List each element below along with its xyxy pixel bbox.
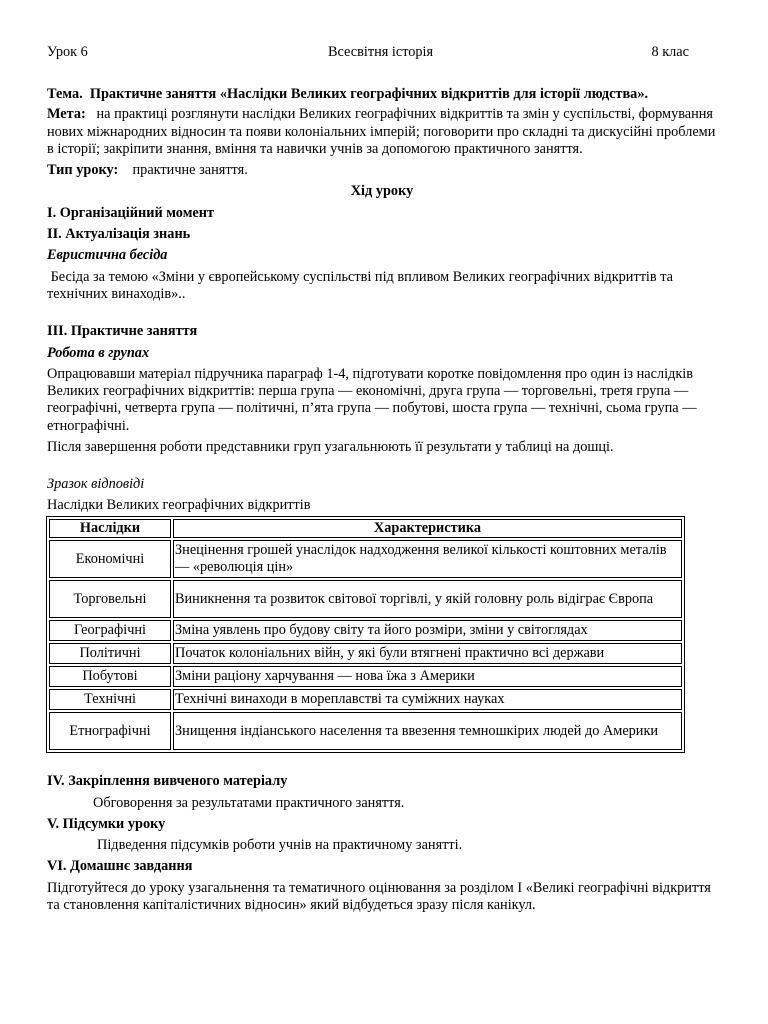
section-3-title: III. Практичне заняття: [47, 323, 198, 340]
section-2-subtitle: Евристична бесіда: [47, 247, 168, 264]
table-cell-consequence: Географічні: [49, 620, 171, 641]
table-cell-consequence: Політичні: [49, 643, 171, 664]
section-3-text-1: Опрацювавши матеріал підручника параграф 1-4, підготувати коротке повідомлення про один із наслідків Великих географічних відкриттів: перша група — економічні, друга група — торговельні, третя група — географічні, четверта група — політичні, п’ята група — побутові, шоста група — технічні, сьома група — етнографічні.: [47, 365, 697, 434]
table-cell-characteristic: Технічні винаходи в мореплавстві та суміжних науках: [173, 689, 682, 710]
table-cell-consequence: Етнографічні: [49, 712, 171, 750]
table-header-characteristic: Характеристика: [173, 519, 682, 538]
header-grade: 8 клас: [651, 44, 689, 60]
section-2-title: II. Актуалізація знань: [47, 226, 191, 243]
section-2-text-content: Бесіда за темою «Зміни у європейському суспільстві під впливом Великих географічних відкриттів та технічних винаходів»..: [47, 268, 674, 302]
section-6-title: VI. Домашнє завдання: [47, 858, 193, 875]
table-header-row: [49, 519, 682, 538]
table-row: [49, 689, 682, 710]
table-row: [49, 580, 682, 618]
section-6-text: Підготуйтеся до уроку узагальнення та тематичного оцінювання за розділом І «Великі географічні відкриття та становлення капіталістичних відносин» який відбудеться зразу після канікул.: [47, 879, 711, 914]
consequences-table: [46, 516, 685, 753]
course-title: Хід уроку: [350, 183, 414, 200]
document-body: [47, 86, 717, 914]
goal-text: на практиці розглянути наслідки Великих географічних відкриттів та змін у суспільстві, формування нових міжнародних відносин та появи колоніальних імперій; поговорити про складні та дискусійні проблеми в історії; закріпити знання, вміння та навички учнів за допомогою практичного заняття.: [47, 106, 716, 157]
page-header: [47, 44, 689, 62]
table-row: [49, 620, 682, 641]
table-cell-characteristic: Зміна уявлень про будову світу та його розміри, зміни у світоглядах: [173, 620, 682, 641]
section-5-title: V. Підсумки уроку: [47, 815, 166, 832]
lesson-type-label: Тип уроку:: [47, 162, 119, 179]
table-row: [49, 643, 682, 664]
table-cell-characteristic: Знецінення грошей унаслідок надходження великої кількості коштовних металів — «революція цін»: [173, 540, 682, 578]
table-cell-consequence: Побутові: [49, 666, 171, 687]
section-1-title: I. Організаційний момент: [47, 204, 215, 221]
section-2-text: [47, 269, 717, 304]
header-subject: Всесвітня історія: [328, 44, 434, 60]
table-cell-consequence: Економічні: [49, 540, 171, 578]
section-3-subtitle: Робота в групах: [47, 344, 150, 361]
header-lesson-number: Урок 6: [47, 44, 88, 60]
lesson-type-line: [47, 162, 717, 179]
topic-text: Практичне заняття «Наслідки Великих географічних відкриттів для історії людства».: [89, 86, 649, 102]
section-4-text: Обговорення за результатами практичного заняття.: [93, 794, 405, 811]
table-cell-consequence: Технічні: [49, 689, 171, 710]
goal-label: Мета:: [47, 106, 86, 123]
table-cell-characteristic: Виникнення та розвиток світової торгівлі, у якій головну роль відіграє Європа: [173, 580, 682, 618]
table-caption: Наслідки Великих географічних відкриттів: [47, 496, 311, 513]
section-4-title: IV. Закріплення вивченого матеріалу: [47, 773, 288, 790]
table-cell-characteristic: Зміни раціону харчування — нова їжа з Америки: [173, 666, 682, 687]
topic-label: Тема.: [47, 86, 83, 102]
table-cell-characteristic: Початок колоніальних війн, у які були втягнені практично всі держави: [173, 643, 682, 664]
table-row: [49, 540, 682, 578]
table-row: [49, 712, 682, 750]
section-3-text-2: Після завершення роботи представники груп узагальнюють її результати у таблиці на дошці.: [47, 439, 614, 456]
table-cell-consequence: Торговельні: [49, 580, 171, 618]
goal-paragraph: [47, 106, 717, 158]
table-cell-characteristic: Знищення індіанського населення та ввезення темношкірих людей до Америки: [173, 712, 682, 750]
lesson-type-text: практичне заняття.: [132, 162, 248, 179]
sample-answer-label: Зразок відповіді: [47, 476, 145, 493]
section-5-text: Підведення підсумків роботи учнів на практичному занятті.: [97, 837, 463, 854]
topic-line: [47, 86, 717, 103]
table-header-consequences: Наслідки: [49, 519, 171, 538]
table-row: [49, 666, 682, 687]
